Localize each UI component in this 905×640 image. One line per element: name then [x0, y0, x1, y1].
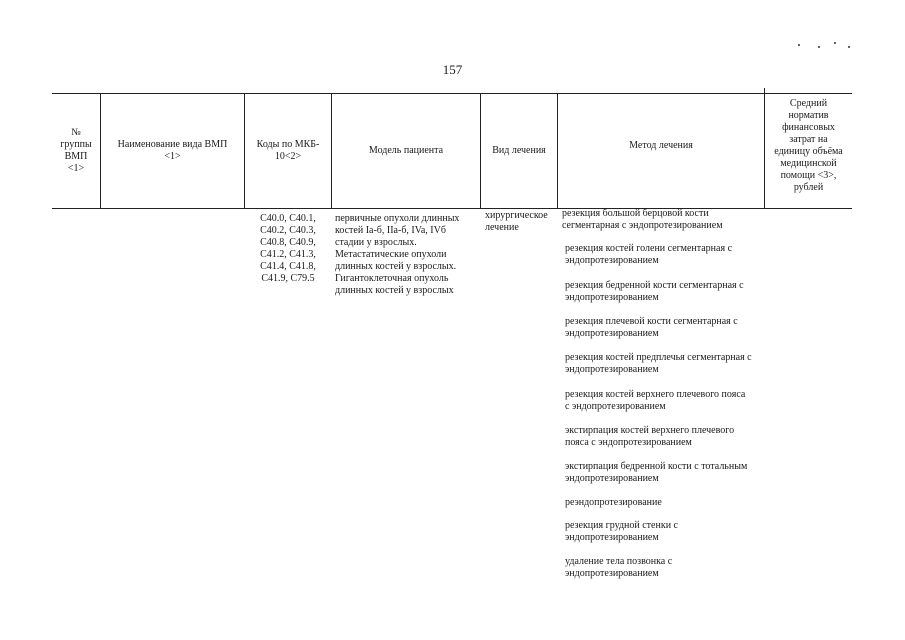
method-item: резекция бедренной кости сегментарная с эндопротезированием	[565, 280, 744, 303]
scan-marks	[790, 40, 860, 48]
method-item: резекция костей голени сегментарная с эндопротезированием	[565, 243, 733, 266]
method-item: резекция большой берцовой кости сегментарная с эндопротезированием	[562, 208, 723, 231]
header-avg-cost: Средний норматив финансовых затрат на единицу объёма медицинской помощи <3>, рублей	[774, 98, 843, 193]
header-vmp-name: Наименование вида ВМП <1>	[117, 139, 228, 162]
treatment-type-cell: хирургическое лечение	[485, 210, 548, 233]
method-item: экстирпация костей верхнего плечевого пояса с эндопротезированием	[565, 425, 735, 448]
method-item: удаление тела позвонка с эндопротезированием	[565, 556, 673, 579]
mkb-codes-cell: C40.0, C40.1, C40.2, C40.3, C40.8, C40.9, C41.2, C41.3, C41.4, C41.8, C41.9, C79.5	[260, 213, 316, 284]
patient-model-cell: первичные опухоли длинных костей Ia-б, IIa-б, IVa, IVб стадии у взрослых. Метастатические опухоли длинных костей у взрослых. Гигантоклеточная опухоль длинных костей у взрослых	[335, 213, 460, 296]
method-item: резекция костей верхнего плечевого пояса с эндопротезированием	[565, 389, 746, 412]
header-treatment-method: Метод лечения	[629, 140, 693, 151]
method-item: резекция грудной стенки с эндопротезированием	[565, 520, 678, 543]
page-number: 157	[442, 62, 463, 77]
header-group-no: № группы ВМП <1>	[60, 127, 92, 174]
method-item: резекция костей предплечья сегментарная с эндопротезированием	[565, 352, 752, 375]
header-mkb-codes: Коды по МКБ- 10<2>	[256, 139, 320, 162]
method-item: экстирпация бедренной кости с тотальным эндопротезированием	[565, 461, 748, 484]
header-treatment-type: Вид лечения	[492, 145, 546, 156]
header-patient-model: Модель пациента	[368, 145, 444, 156]
method-item: реэндопротезирование	[565, 497, 662, 508]
method-item: резекция плечевой кости сегментарная с эндопротезированием	[565, 316, 738, 339]
